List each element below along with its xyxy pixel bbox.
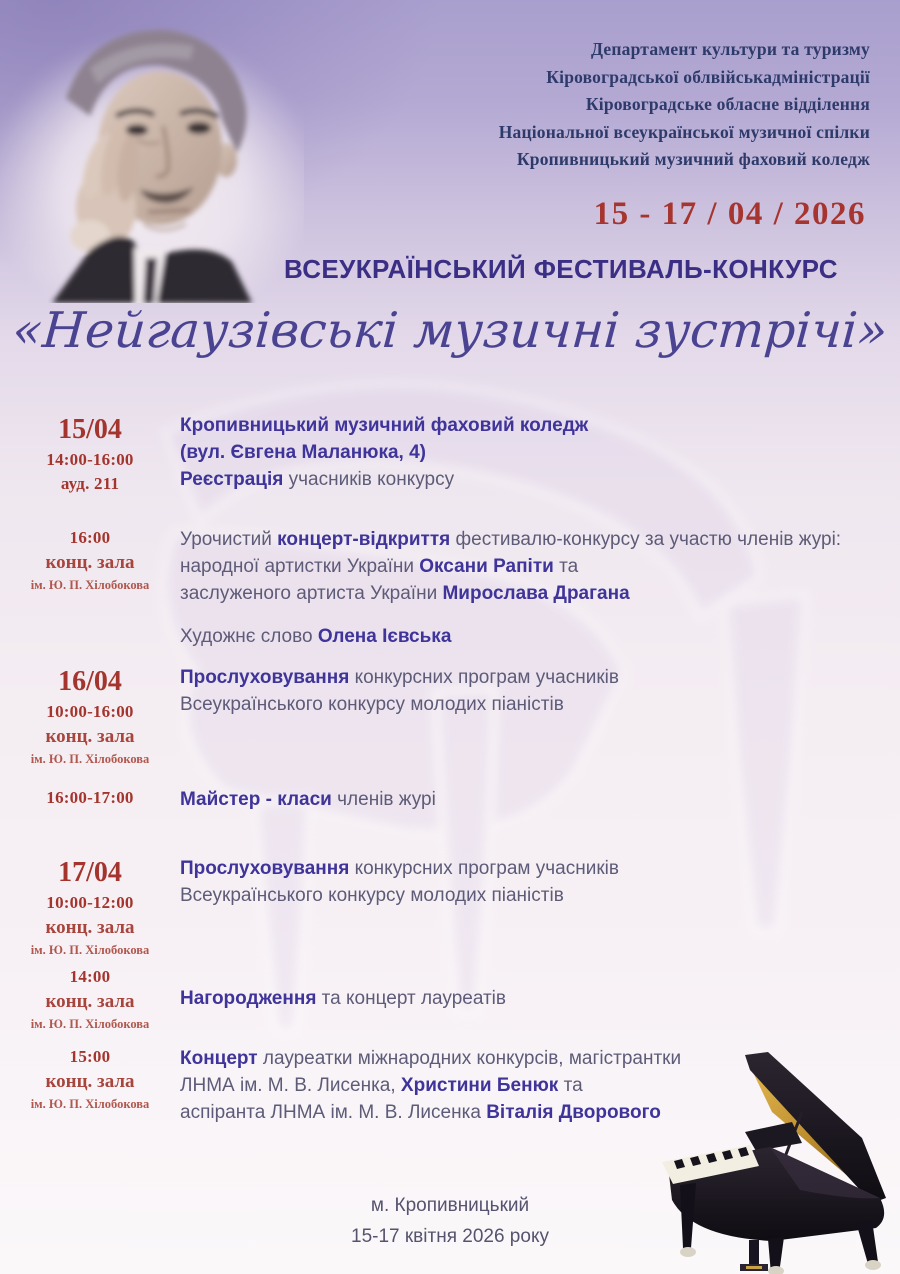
schedule-row	[0, 664, 900, 768]
time-line: 16/04	[58, 666, 122, 697]
body-text: Всеукраїнського конкурсу молодих піаністів	[180, 885, 564, 906]
organizer-line: Департамент культури та туризму	[590, 39, 870, 59]
body-text: Урочистий	[180, 529, 278, 550]
body-text: аспіранта ЛНМА ім. М. В. Лисенка	[180, 1102, 487, 1123]
description-line	[180, 553, 894, 580]
highlighted-text: Майстер - класи	[180, 789, 332, 810]
schedule-description	[180, 664, 900, 718]
schedule-row	[0, 965, 900, 1033]
time-line: конц. зала	[45, 552, 135, 573]
description-line	[180, 882, 894, 909]
highlighted-text: Прослуховування	[180, 858, 350, 879]
schedule-time	[0, 664, 180, 768]
time-line: конц. зала	[45, 917, 135, 938]
time-line: ім. Ю. П. Хілобокова	[30, 1097, 150, 1111]
festival-title: «Нейгаузівські музичні зустрічі»	[10, 302, 890, 359]
time-line: ім. Ю. П. Хілобокова	[30, 578, 150, 592]
schedule-time	[0, 855, 180, 959]
description-line	[180, 580, 894, 607]
body-text: конкурсних програм учасників	[349, 667, 619, 688]
schedule-time	[0, 786, 180, 810]
description-line	[180, 985, 894, 1012]
schedule-time	[0, 526, 180, 594]
highlighted-text: Нагородження	[180, 988, 317, 1009]
highlighted-text: концерт-відкриття	[277, 529, 451, 550]
schedule-time	[0, 965, 180, 1033]
footer-date: 15-17 квітня 2026 року	[351, 1226, 549, 1247]
highlighted-text: Концерт	[180, 1048, 258, 1069]
time-line: ім. Ю. П. Хілобокова	[30, 1017, 150, 1031]
body-text: членів журі	[331, 789, 436, 810]
description-line	[180, 786, 894, 813]
highlighted-text: Оксани Рапіти	[419, 556, 554, 577]
body-text: заслуженого артиста України	[180, 583, 443, 604]
time-line: конц. зала	[45, 991, 135, 1012]
highlighted-text: (вул. Євгена Маланюка, 4)	[180, 442, 426, 463]
schedule-row	[0, 855, 900, 959]
schedule-row	[0, 412, 900, 496]
time-line: 10:00-16:00	[46, 702, 134, 721]
body-text: та	[558, 1075, 583, 1096]
organizer-line: Національної всеукраїнської музичної спілки	[498, 121, 870, 142]
time-line: 16:00	[69, 528, 111, 547]
time-line: конц. зала	[45, 726, 135, 747]
event-dates: 15 - 17 / 04 / 2026	[593, 196, 866, 232]
body-text: Художнє слово	[180, 626, 318, 647]
schedule-description	[180, 412, 900, 493]
description-line	[180, 439, 894, 466]
time-line: 15:00	[69, 1047, 111, 1066]
grand-piano-photo	[650, 1050, 900, 1274]
body-text: ЛНМА ім. М. В. Лисенка,	[180, 1075, 401, 1096]
schedule-description	[180, 526, 900, 650]
body-text: та	[553, 556, 579, 577]
time-line: 14:00-16:00	[46, 450, 134, 469]
highlighted-text: Реєстрація	[180, 469, 284, 490]
time-line: 15/04	[58, 414, 122, 445]
time-line: конц. зала	[45, 1071, 135, 1092]
schedule-description	[180, 786, 900, 813]
portrait-photo	[0, 0, 304, 303]
description-line	[180, 623, 894, 650]
highlighted-text: Віталія Дворового	[486, 1102, 661, 1123]
schedule-row	[0, 786, 900, 813]
highlighted-text: Кропивницький музичний фаховий коледж	[180, 415, 589, 436]
time-line: 17/04	[58, 857, 122, 888]
organizer-line: Кіровоградської облвійськадміністрації	[546, 66, 870, 87]
description-line	[180, 466, 894, 493]
body-text: народної артистки України	[180, 556, 420, 577]
body-text: конкурсних програм учасників	[349, 858, 619, 879]
schedule-time	[0, 412, 180, 496]
schedule-description	[180, 855, 900, 909]
schedule-time	[0, 1045, 180, 1113]
time-line: 16:00-17:00	[46, 788, 134, 807]
time-line: 10:00-12:00	[46, 893, 134, 912]
body-text: Всеукраїнського конкурсу молодих піаністів	[180, 694, 564, 715]
body-text: лауреатки міжнародних конкурсів, магістрантки	[257, 1048, 682, 1069]
description-line	[180, 855, 894, 882]
schedule-description	[180, 965, 900, 1012]
time-line: ауд. 211	[60, 474, 120, 493]
description-line	[180, 691, 894, 718]
body-text: та концерт лауреатів	[316, 988, 506, 1009]
organizer-line: Кіровоградське обласне відділення	[585, 94, 870, 114]
description-line	[180, 664, 894, 691]
time-line: 14:00	[69, 967, 111, 986]
description-line	[180, 412, 894, 439]
description-line	[180, 526, 894, 553]
organizers	[499, 36, 870, 174]
highlighted-text: Олена Ієвська	[317, 626, 452, 647]
schedule-row	[0, 526, 900, 650]
highlighted-text: Мирослава Драгана	[442, 583, 630, 604]
body-text: учасників конкурсу	[283, 469, 455, 490]
highlighted-text: Христини Бенюк	[400, 1075, 559, 1096]
footer-city: м. Кропивницький	[370, 1195, 530, 1216]
schedule	[0, 412, 900, 1126]
time-line: ім. Ю. П. Хілобокова	[30, 943, 150, 957]
time-line: ім. Ю. П. Хілобокова	[30, 752, 150, 766]
festival-subtitle: ВСЕУКРАЇНСЬКИЙ ФЕСТИВАЛЬ-КОНКУРС	[284, 254, 838, 284]
body-text: фестивалю-конкурсу за участю членів журі:	[450, 529, 842, 550]
highlighted-text: Прослуховування	[180, 667, 350, 688]
organizer-line: Кропивницький музичний фаховий коледж	[516, 149, 870, 169]
